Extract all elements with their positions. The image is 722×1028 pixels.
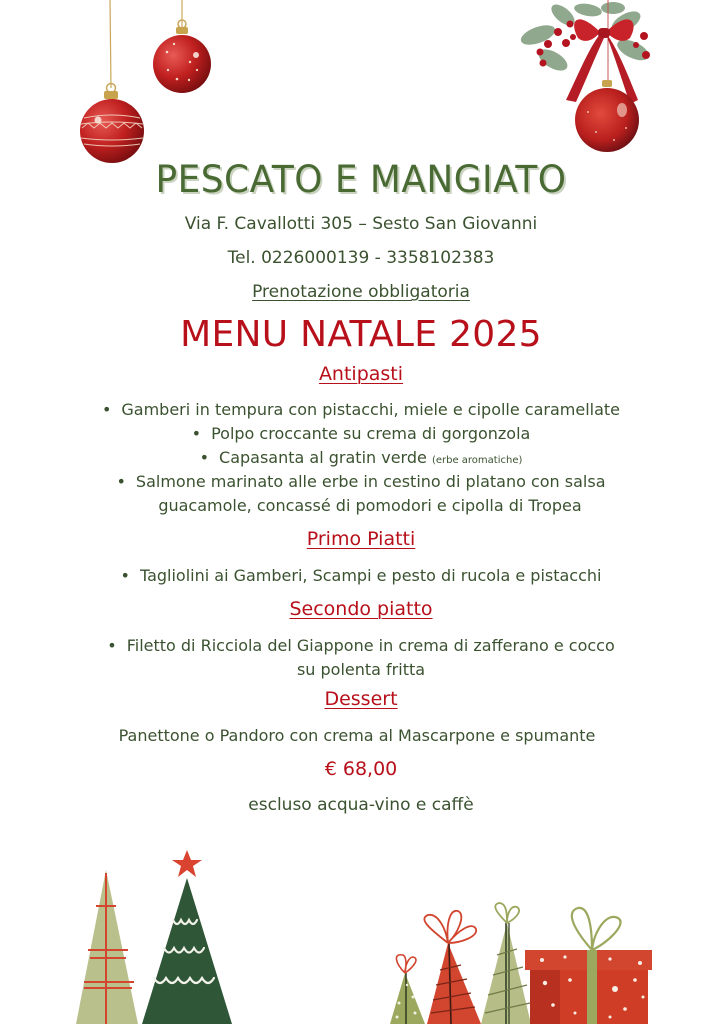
bullet: • <box>101 400 112 419</box>
gift-boxes-icon <box>385 885 655 1024</box>
menu-item <box>0 398 722 422</box>
menu-item <box>0 446 722 473</box>
bullet: • <box>120 566 130 585</box>
section-heading-dessert: Dessert <box>324 688 398 710</box>
price-note: escluso acqua-vino e caffè <box>248 795 474 815</box>
menu-item: Panettone o Pandoro con crema al Mascarpone e spumante <box>118 726 596 745</box>
restaurant-name: PESCATO E MANGIATO <box>155 158 567 201</box>
menu-item <box>0 422 722 446</box>
bullet: • <box>107 636 117 655</box>
bullet: • <box>191 424 202 443</box>
menu-item-text: Filetto di Ricciola del Giappone in crema di zafferano e cocco <box>126 636 615 655</box>
menu-item <box>0 564 722 588</box>
phone-numbers: Tel. 0226000139 - 3358102383 <box>227 248 495 268</box>
address: Via F. Cavallotti 305 – Sesto San Giovanni <box>184 214 538 234</box>
menu-item <box>0 470 722 494</box>
section-heading-antipasti: Antipasti <box>318 363 404 385</box>
menu-item-text: Tagliolini ai Gamberi, Scampi e pesto di rucola e pistacchi <box>139 566 602 585</box>
menu-title: MENU NATALE 2025 <box>180 314 542 355</box>
ornament-icon <box>78 0 218 170</box>
price: € 68,00 <box>324 758 398 780</box>
booking-note: Prenotazione obbligatoria <box>252 282 470 302</box>
menu-item-text: Salmone marinato alle erbe in cestino di platano con salsa <box>135 472 606 491</box>
section-heading-secondo: Secondo piatto <box>289 598 433 620</box>
bullet: • <box>199 448 210 467</box>
christmas-trees-icon <box>70 848 240 1024</box>
menu-item-text: Gamberi in tempura con pistacchi, miele e cipolle caramellate <box>121 400 621 419</box>
menu-item-note: (erbe aromatiche) <box>431 455 523 466</box>
menu-item-continuation: su polenta fritta <box>296 660 426 679</box>
menu-item-text: Polpo croccante su crema di gorgonzola <box>211 424 531 443</box>
menu-item-text: Capasanta al gratin verde <box>219 448 427 467</box>
bow-ornament-icon <box>518 0 653 155</box>
section-heading-primo: Primo Piatti <box>306 528 416 550</box>
menu-item-continuation: guacamole, concassé di pomodori e cipolla di Tropea <box>158 496 582 515</box>
bullet: • <box>116 472 126 491</box>
menu-item <box>0 634 722 658</box>
